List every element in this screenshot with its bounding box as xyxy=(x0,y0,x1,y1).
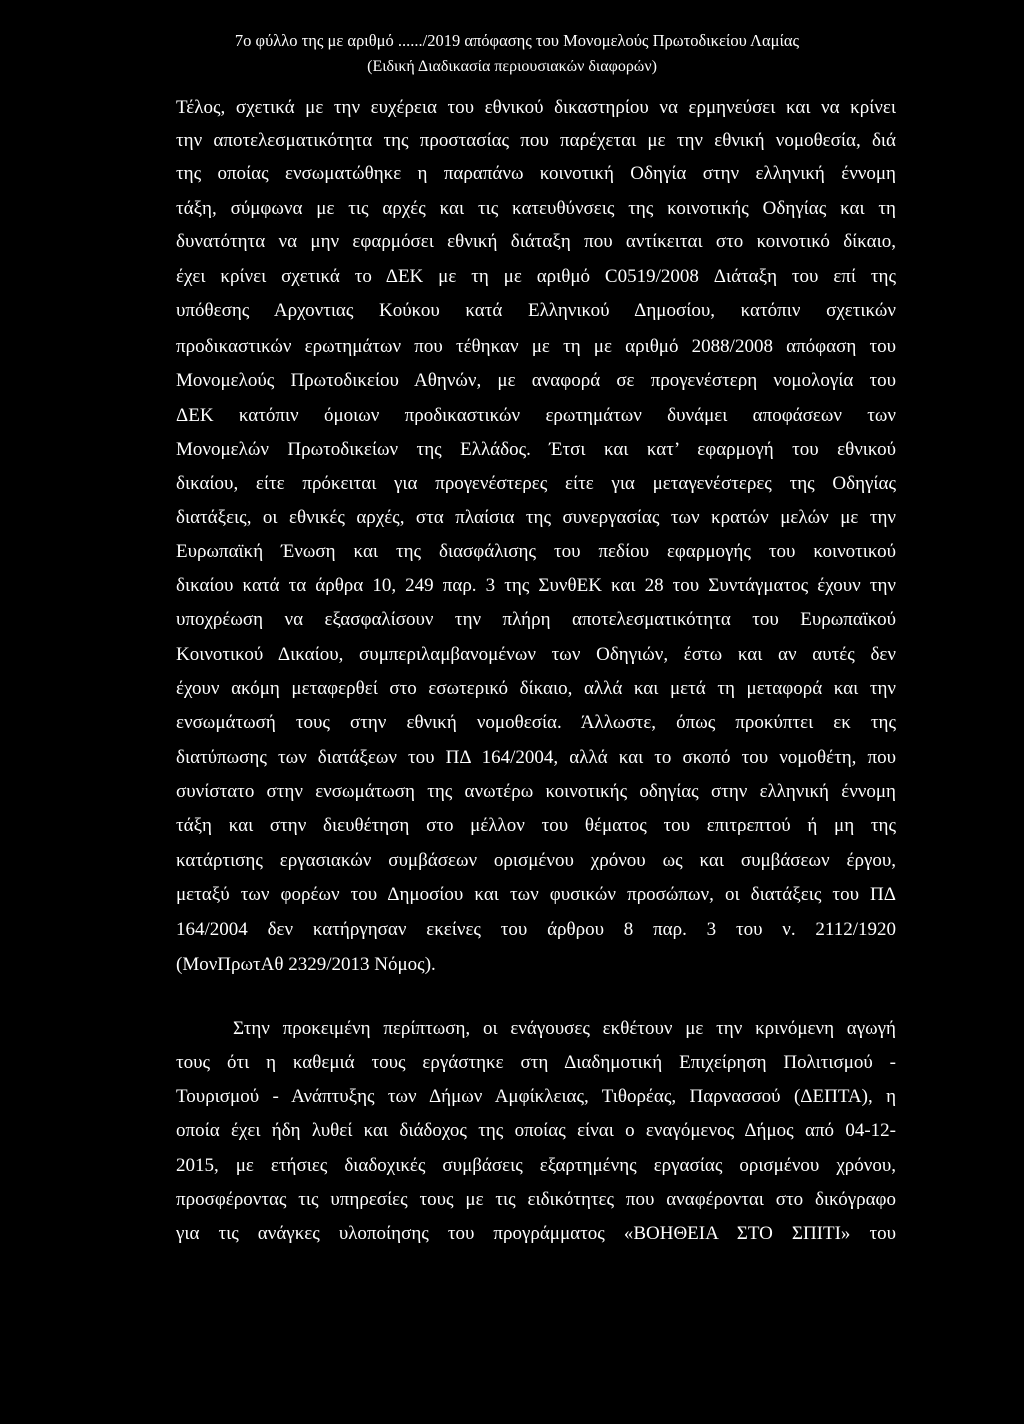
paragraph-line: της οποίας ενσωματώθηκε η παραπάνω κοινοτική Οδηγία στην ελληνική έννομη xyxy=(176,163,896,184)
paragraph-line: προσφέροντας τις υπηρεσίες τους με τις ειδικότητες που αναφέρονται στο δικόγραφο xyxy=(176,1189,896,1210)
page-header-subtitle: (Ειδική Διαδικασία περιουσιακών διαφορών) xyxy=(367,58,657,75)
paragraph-line: Μονομελών Πρωτοδικείων της Ελλάδος. Έτσι και κατ’ εφαρμογή του εθνικού xyxy=(176,439,896,460)
paragraph-line: δικαίου κατά τα άρθρα 10, 249 παρ. 3 της ΣυνθΕΚ και 28 του Συντάγματος έχουν την xyxy=(176,575,896,596)
paragraph-line: τάξη και στην διευθέτηση στο μέλλον του θέματος του επιτρεπτού ή μη της xyxy=(176,815,896,836)
paragraph-line: κατάρτισης εργασιακών συμβάσεων ορισμένου χρόνου ως και συμβάσεων έργου, xyxy=(176,850,896,871)
paragraph-line: τάξη, σύμφωνα με τις αρχές και τις κατευθύνσεις της κοινοτικής Οδηγίας και τη xyxy=(176,198,896,219)
paragraph-line: δικαίου, είτε πρόκειται για προγενέστερες είτε για μεταγενέστερες της Οδηγίας xyxy=(176,473,896,494)
paragraph-line: διατύπωσης των διατάξεων του ΠΔ 164/2004, αλλά και το σκοπό του νομοθέτη, που xyxy=(176,747,896,768)
paragraph-line: Κοινοτικού Δικαίου, συμπεριλαμβανομένων των Οδηγιών, έστω και αν αυτές δεν xyxy=(176,644,896,665)
paragraph-line: Μονομελούς Πρωτοδικείου Αθηνών, με αναφορά σε προγενέστερη νομολογία του xyxy=(176,370,896,391)
paragraph-line: δυνατότητα να μην εφαρμόσει εθνική διάταξη που αντίκειται στο κοινοτικό δίκαιο, xyxy=(176,231,896,252)
paragraph-line: διατάξεις, οι εθνικές αρχές, στα πλαίσια της συνεργασίας των κρατών μελών με την xyxy=(176,507,896,528)
paragraph-line: για τις ανάγκες υλοποίησης του προγράμματος «ΒΟΗΘΕΙΑ ΣΤΟ ΣΠΙΤΙ» του xyxy=(176,1223,896,1244)
paragraph-line: έχουν ακόμη μεταφερθεί στο εσωτερικό δίκαιο, αλλά και μετά τη μεταφορά και την xyxy=(176,678,896,699)
paragraph-line: Στην προκειμένη περίπτωση, οι ενάγουσες εκθέτουν με την κρινόμενη αγωγή xyxy=(233,1018,896,1039)
paragraph-line: ΔΕΚ κατόπιν όμοιων προδικαστικών ερωτημάτων δυνάμει αποφάσεων των xyxy=(176,405,896,426)
paragraph-line: έχει κρίνει σχετικά το ΔΕΚ με τη με αριθμό C0519/2008 Διάταξη του επί της xyxy=(176,266,896,287)
paragraph-line: μεταξύ των φορέων του Δημοσίου και των φυσικών προσώπων, οι διατάξεις του ΠΔ xyxy=(176,884,896,905)
paragraph-line: Τουρισμού - Ανάπτυξης των Δήμων Αμφίκλειας, Τιθορέας, Παρνασσού (ΔΕΠΤΑ), η xyxy=(176,1086,896,1107)
paragraph-line: ενσωμάτωσή τους στην εθνική νομοθεσία. Άλλωστε, όπως προκύπτει εκ της xyxy=(176,712,896,733)
paragraph-line: την αποτελεσματικότητα της προστασίας που παρέχεται με την εθνική νομοθεσία, διά xyxy=(176,130,896,151)
paragraph-line: (ΜονΠρωτΑθ 2329/2013 Νόμος). xyxy=(176,954,436,975)
paragraph-line: Ευρωπαϊκή Ένωση και της διασφάλισης του πεδίου εφαρμογής του κοινοτικού xyxy=(176,541,896,562)
paragraph-line: υπόθεσης Αρχοντιας Κούκου κατά Ελληνικού Δημοσίου, κατόπιν σχετικών xyxy=(176,300,896,321)
paragraph-line: προδικαστικών ερωτημάτων που τέθηκαν με τη με αριθμό 2088/2008 απόφαση του xyxy=(176,336,896,357)
paragraph-line: συνίστατο στην ενσωμάτωση της ανωτέρω κοινοτικής οδηγίας στην ελληνική έννομη xyxy=(176,781,896,802)
paragraph-line: 2015, με ετήσιες διαδοχικές συμβάσεις εξαρτημένης εργασίας ορισμένου χρόνου, xyxy=(176,1155,896,1176)
paragraph-line: Τέλος, σχετικά με την ευχέρεια του εθνικού δικαστηρίου να ερμηνεύσει και να κρίνει xyxy=(176,97,896,118)
page-header-title: 7ο φύλλο της με αριθμό ....../2019 απόφασης του Μονομελούς Πρωτοδικείου Λαμίας xyxy=(234,31,800,50)
paragraph-line: υποχρέωση να εξασφαλίσουν την πλήρη αποτελεσματικότητα του Ευρωπαϊκού xyxy=(176,609,896,630)
paragraph-line: 164/2004 δεν κατήργησαν εκείνες του άρθρου 8 παρ. 3 του ν. 2112/1920 xyxy=(176,919,896,940)
paragraph-line: τους ότι η καθεμιά τους εργάστηκε στη Διαδημοτική Επιχείρηση Πολιτισμού - xyxy=(176,1052,896,1073)
paragraph-line: οποία έχει ήδη λυθεί και διάδοχος της οποίας είναι ο εναγόμενος Δήμος από 04-12- xyxy=(176,1120,896,1141)
